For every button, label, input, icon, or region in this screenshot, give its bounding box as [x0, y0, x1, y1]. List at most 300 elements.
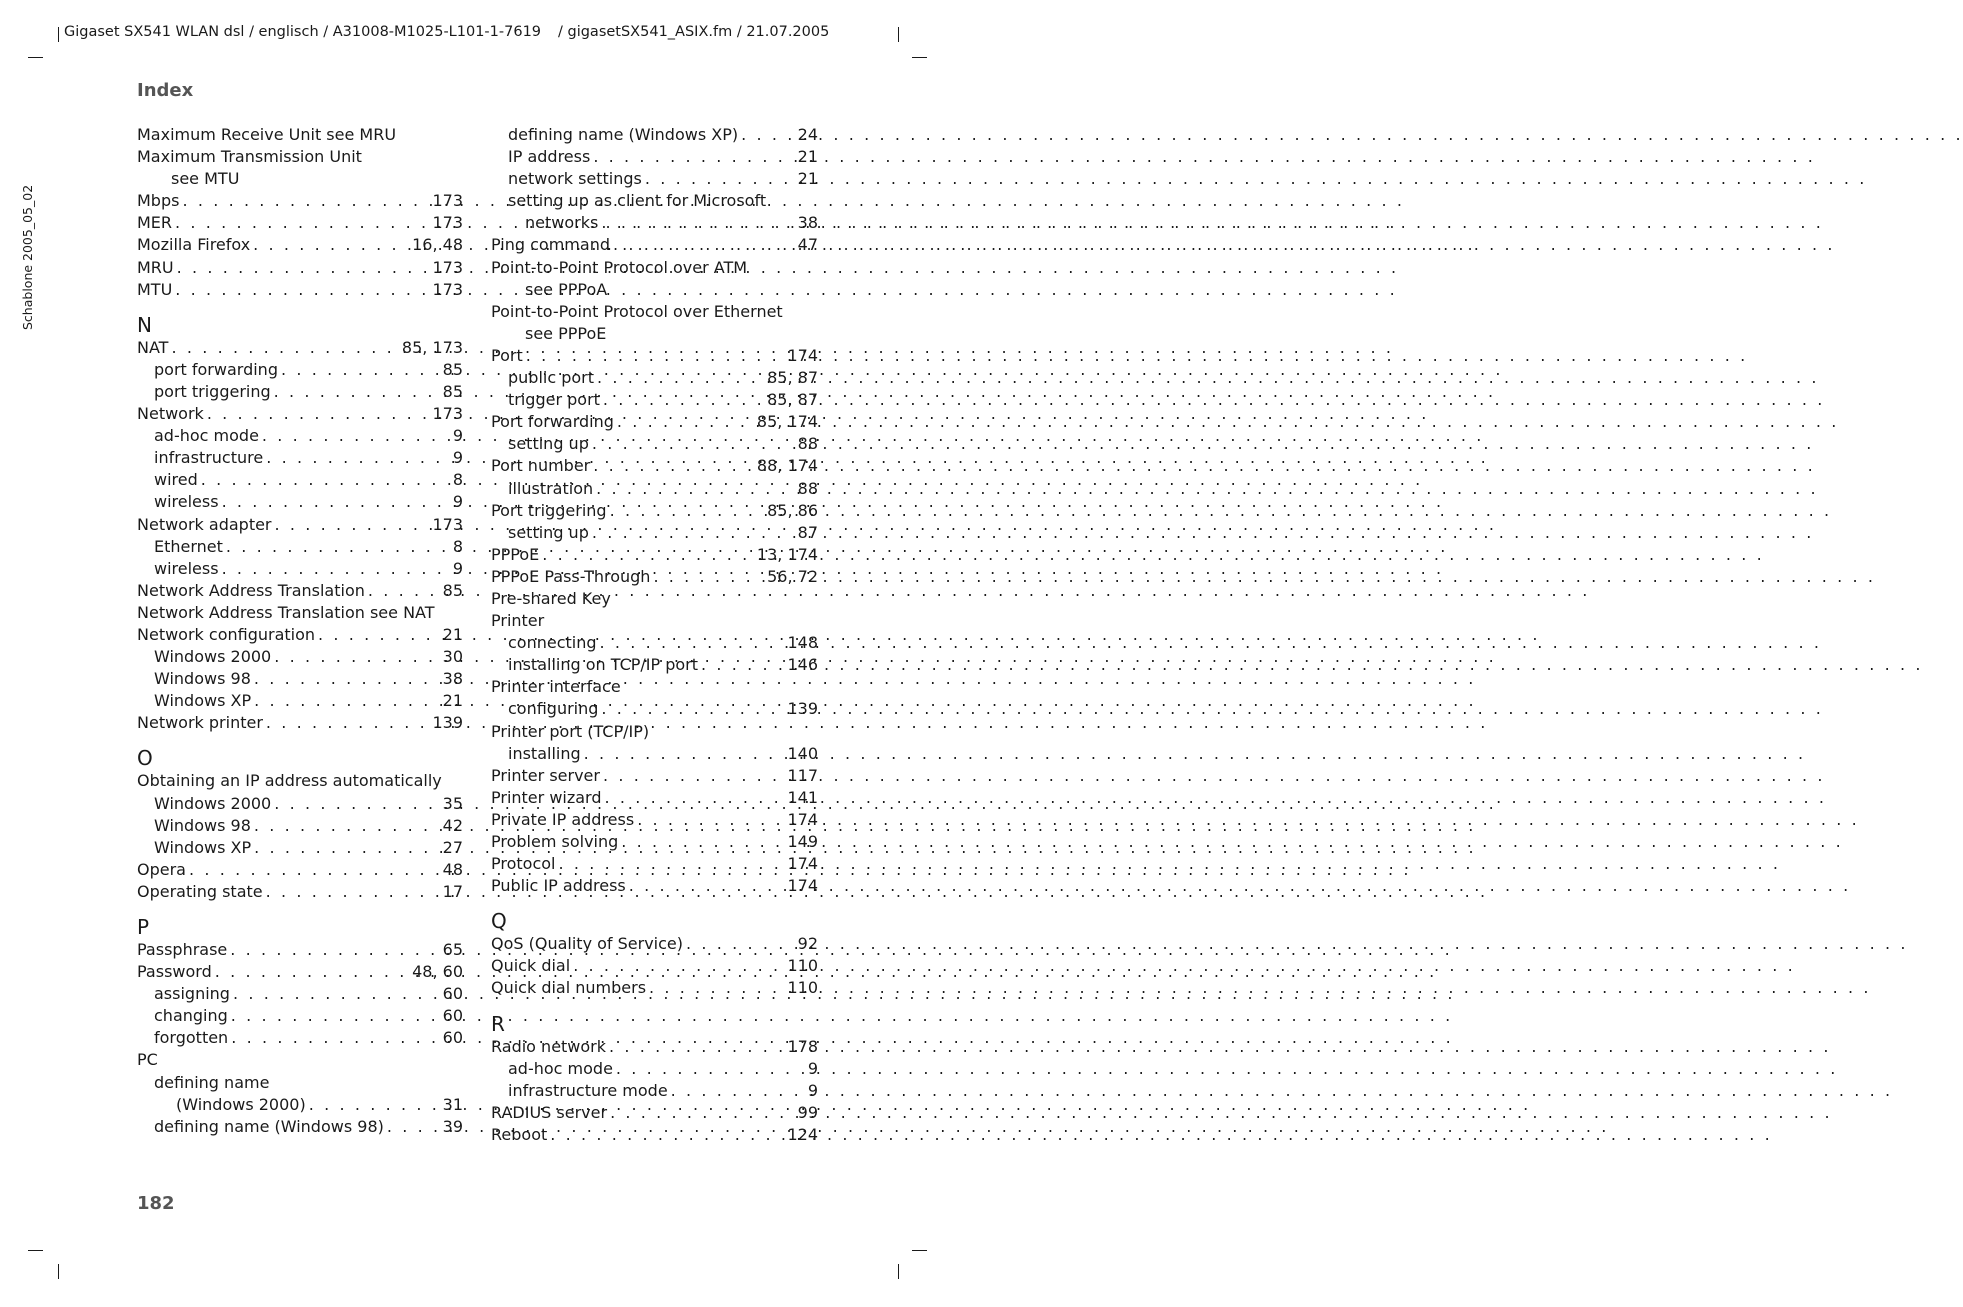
index-entry	[491, 1080, 818, 1102]
index-entry	[491, 257, 818, 279]
page-reference: 85, 87	[767, 390, 818, 410]
page-reference: 139	[787, 699, 818, 719]
index-entry	[137, 168, 463, 190]
dot-leader	[262, 425, 450, 447]
dot-leader	[274, 793, 439, 815]
dot-leader	[274, 381, 440, 403]
page-reference: 47	[797, 235, 818, 255]
page-reference: 141	[787, 787, 818, 807]
index-entry	[137, 1094, 463, 1116]
index-entry	[137, 190, 463, 212]
page-reference: 174	[787, 854, 818, 874]
crop-mark	[912, 57, 927, 58]
index-entry	[137, 580, 463, 602]
index-term: Printer	[491, 611, 545, 631]
index-term: defining name	[154, 1072, 270, 1092]
index-term: NAT	[137, 337, 169, 357]
page-reference: 48	[442, 859, 463, 879]
page-reference: 39	[442, 1116, 463, 1136]
page-reference: 8	[452, 470, 463, 490]
index-entry	[491, 212, 818, 234]
dot-leader	[253, 234, 409, 256]
page-reference: 35	[442, 793, 463, 813]
index-entry	[491, 478, 818, 500]
page-reference: 174	[787, 345, 818, 365]
index-entry	[137, 425, 463, 447]
index-entry	[137, 815, 463, 837]
page-reference: 85, 174	[756, 412, 818, 432]
index-letter: Q	[491, 909, 507, 934]
index-entry	[491, 301, 818, 323]
dot-leader	[558, 853, 784, 875]
index-term: Windows 2000	[154, 647, 272, 667]
index-term: RADIUS server	[491, 1102, 608, 1122]
index-entry	[137, 1072, 463, 1094]
page-reference: 88, 174	[756, 456, 818, 476]
dot-leader	[368, 580, 440, 602]
page-reference: 124	[787, 1124, 818, 1144]
page-reference: 146	[787, 655, 818, 675]
dot-leader	[226, 536, 450, 558]
dot-leader	[254, 837, 440, 859]
dot-leader	[254, 690, 440, 712]
index-term: Obtaining an IP address automatically	[137, 771, 442, 791]
page-reference: 9	[452, 558, 463, 578]
page-reference: 9	[807, 1080, 818, 1100]
index-term: Network Address Translation	[137, 580, 365, 600]
index-entry	[491, 367, 818, 389]
index-term: Point-to-Point Protocol over Ethernet	[491, 301, 783, 321]
dot-leader	[592, 433, 795, 455]
dot-leader	[603, 765, 784, 787]
index-entry	[491, 522, 818, 544]
page-reference: 140	[787, 743, 818, 763]
dot-leader	[605, 787, 785, 809]
index-entry	[491, 743, 818, 765]
index-term: Operating state	[137, 881, 263, 901]
index-letter: R	[491, 1011, 505, 1036]
page-reference: 85	[442, 580, 463, 600]
index-term: Port	[491, 345, 523, 365]
index-term: Passphrase	[137, 940, 228, 959]
dot-leader	[584, 743, 785, 765]
dot-leader	[266, 447, 450, 469]
page-reference: 9	[452, 448, 463, 468]
index-term: Maximum Receive Unit see MRU	[137, 125, 397, 144]
index-entry	[491, 1124, 818, 1146]
page-reference: 38	[797, 213, 818, 233]
index-term: Network configuration	[137, 624, 316, 644]
page-reference: 30	[442, 647, 463, 667]
dot-leader	[266, 712, 430, 734]
page-reference: 42	[442, 815, 463, 835]
dot-leader	[645, 168, 795, 190]
index-entry	[137, 881, 463, 903]
dot-leader	[593, 455, 754, 477]
index-entry	[491, 190, 818, 212]
index-letter: N	[137, 312, 152, 337]
dot-leader	[189, 859, 440, 881]
dot-leader	[649, 977, 784, 999]
index-entry	[137, 837, 463, 859]
dot-leader	[593, 146, 794, 168]
dot-leader	[222, 558, 450, 580]
page-reference: 173	[432, 213, 463, 233]
index-entry	[491, 933, 818, 955]
index-term: port triggering	[154, 381, 271, 401]
dot-leader	[175, 279, 429, 301]
dot-leader	[701, 654, 784, 676]
index-term: Private IP address	[491, 809, 635, 829]
index-term: setting up	[508, 434, 589, 454]
index-entry	[137, 646, 463, 668]
index-term: Printer wizard	[491, 787, 602, 807]
index-term: Network adapter	[137, 514, 272, 534]
index-column-right	[491, 124, 818, 1146]
page-reference: 88	[797, 478, 818, 498]
index-entry	[491, 234, 818, 256]
index-entry	[137, 602, 463, 624]
index-entry	[491, 588, 818, 610]
index-entry	[491, 544, 818, 566]
dot-leader	[616, 1058, 805, 1080]
index-entry	[137, 983, 463, 1005]
index-term: PC	[137, 1050, 158, 1070]
index-term: Printer server	[491, 765, 600, 785]
dot-leader	[201, 469, 450, 491]
index-entry	[491, 1058, 818, 1080]
index-term: connecting	[508, 633, 597, 653]
index-entry	[491, 279, 818, 301]
page-reference: 38	[442, 669, 463, 689]
page-reference: 48, 60	[412, 962, 463, 982]
index-entry	[491, 389, 818, 411]
index-term: networks	[525, 213, 599, 233]
dot-leader	[609, 1036, 784, 1058]
index-entry	[137, 712, 463, 734]
page-reference: 9	[452, 426, 463, 446]
index-entry	[137, 859, 463, 881]
page-reference: 85	[442, 359, 463, 379]
page-reference: 173	[432, 191, 463, 211]
index-entry	[491, 977, 818, 999]
index-term: installing	[508, 743, 581, 763]
index-entry	[491, 875, 818, 897]
page-reference: 117	[787, 765, 818, 785]
page-reference: 60	[442, 1006, 463, 1026]
index-term: Windows XP	[154, 691, 252, 711]
page-reference: 21	[797, 169, 818, 189]
index-entry	[491, 787, 818, 809]
index-entry	[491, 433, 818, 455]
dot-leader	[177, 257, 430, 279]
index-entry	[491, 654, 818, 676]
dot-leader	[592, 522, 795, 544]
index-term: defining name (Windows XP)	[508, 125, 739, 144]
page-reference: 173	[432, 257, 463, 277]
index-entry	[137, 514, 463, 536]
index-term: see PPPoE	[525, 323, 607, 343]
index-term: defining name (Windows 98)	[154, 1116, 384, 1136]
index-entry	[491, 610, 818, 632]
page-reference: 16, 48	[412, 235, 463, 255]
page-reference: 139	[432, 713, 463, 733]
dot-leader	[653, 566, 764, 588]
dot-leader	[600, 632, 785, 654]
index-term: Windows 98	[154, 669, 251, 689]
dot-leader	[254, 668, 440, 690]
index-entry	[137, 1049, 463, 1071]
page-reference: 99	[797, 1102, 818, 1122]
index-entry	[491, 632, 818, 654]
index-letter: O	[137, 746, 153, 771]
crop-mark	[28, 57, 43, 58]
dot-leader	[621, 831, 784, 853]
index-term: Public IP address	[491, 876, 626, 896]
index-entry	[491, 323, 818, 345]
dot-leader	[318, 624, 440, 646]
index-term: trigger port	[508, 390, 600, 410]
index-entry	[491, 345, 818, 367]
index-term: Printer port (TCP/IP)	[491, 721, 650, 741]
index-term: see MTU	[171, 169, 240, 189]
dot-leader	[222, 491, 450, 513]
index-term: network settings	[508, 169, 642, 189]
page-reference: 173	[432, 279, 463, 299]
page-reference: 173	[432, 404, 463, 424]
index-entry	[137, 257, 463, 279]
dot-leader	[613, 234, 795, 256]
page-reference: 85, 86	[767, 500, 818, 520]
crop-mark	[898, 1264, 899, 1279]
index-term: Problem solving	[491, 832, 619, 851]
index-entry	[137, 624, 463, 646]
index-letter-heading	[137, 746, 463, 770]
index-term: Mbps	[137, 191, 180, 211]
index-term: Network printer	[137, 713, 263, 733]
page-reference: 31	[442, 1094, 463, 1114]
index-entry	[137, 1116, 463, 1138]
index-term: Ethernet	[154, 536, 223, 556]
index-entry	[137, 381, 463, 403]
crop-mark	[898, 27, 899, 42]
index-entry	[137, 124, 463, 146]
dot-leader	[617, 411, 754, 433]
page-reference: 110	[787, 978, 818, 998]
page-reference: 178	[787, 1036, 818, 1056]
index-entry	[137, 1027, 463, 1049]
page-reference: 27	[442, 837, 463, 857]
page-reference: 85, 87	[767, 368, 818, 388]
index-term: Port forwarding	[491, 412, 614, 432]
dot-leader	[230, 939, 439, 961]
index-term: wireless	[154, 558, 219, 578]
dot-leader	[274, 646, 439, 668]
index-entry	[491, 676, 818, 698]
page-reference: 174	[787, 876, 818, 896]
dot-leader	[266, 881, 440, 903]
dot-leader	[601, 212, 794, 234]
index-entry	[491, 124, 818, 146]
index-entry	[137, 558, 463, 580]
page-reference: 148	[787, 633, 818, 653]
index-entry	[491, 1102, 818, 1124]
dot-leader	[281, 359, 440, 381]
page-reference: 65	[442, 940, 463, 959]
index-letter-heading	[137, 915, 463, 939]
page-reference: 173	[432, 514, 463, 534]
dot-leader	[175, 212, 429, 234]
index-term: PPPoE	[491, 544, 540, 564]
dot-leader	[182, 190, 429, 212]
index-term: MRU	[137, 257, 174, 277]
crop-mark	[58, 27, 59, 42]
template-label: Schablone 2005_05_02	[20, 184, 35, 330]
index-term: installing on TCP/IP port	[508, 655, 699, 675]
dot-leader	[601, 698, 784, 720]
index-term: Ping command	[491, 235, 610, 255]
index-term: infrastructure mode	[508, 1080, 668, 1100]
index-term: IP address	[508, 147, 591, 167]
index-entry	[137, 690, 463, 712]
index-term: MTU	[137, 279, 173, 299]
index-term: assigning	[154, 984, 230, 1004]
page-reference: 60	[442, 1028, 463, 1048]
page-reference: 13, 174	[756, 544, 818, 564]
dot-leader	[275, 514, 430, 536]
index-entry	[491, 765, 818, 787]
index-term: Windows 98	[154, 815, 251, 835]
index-entry	[491, 698, 818, 720]
index-entry	[137, 536, 463, 558]
page-reference: 21	[797, 147, 818, 167]
index-entry	[491, 168, 818, 190]
index-term: Pre-shared Key	[491, 588, 611, 608]
dot-leader	[231, 1005, 440, 1027]
index-entry	[491, 955, 818, 977]
index-term: ad-hoc mode	[154, 426, 259, 446]
page-reference: 87	[797, 522, 818, 542]
index-term: QoS (Quality of Service)	[491, 934, 684, 954]
index-entry	[491, 853, 818, 875]
page-reference: 17	[442, 881, 463, 901]
index-term: Windows XP	[154, 837, 252, 857]
dot-leader	[254, 815, 440, 837]
dot-leader	[629, 875, 785, 897]
index-entry	[137, 337, 463, 359]
index-entry	[137, 146, 463, 168]
dot-leader	[171, 337, 398, 359]
file-header-right: / gigasetSX541_ASIX.fm / 21.07.2005	[558, 24, 830, 40]
page-reference: 85	[442, 381, 463, 401]
index-letter-heading	[491, 909, 818, 933]
dot-leader	[741, 124, 795, 146]
index-term: see PPPoA	[525, 279, 608, 299]
dot-leader	[550, 1124, 784, 1146]
dot-leader	[597, 367, 764, 389]
index-term: wired	[154, 470, 198, 490]
page-reference: 110	[787, 956, 818, 976]
crop-mark	[28, 1250, 43, 1251]
index-entry	[137, 359, 463, 381]
index-term: wireless	[154, 492, 219, 512]
dot-leader	[637, 809, 784, 831]
dot-leader	[603, 389, 764, 411]
index-term: Reboot	[491, 1124, 548, 1144]
index-term: port forwarding	[154, 359, 278, 379]
dot-leader	[596, 478, 795, 500]
page-reference: 88	[797, 434, 818, 454]
page-number: 182	[137, 1193, 175, 1214]
index-entry	[491, 146, 818, 168]
index-letter-heading	[137, 313, 463, 337]
page-reference: 8	[452, 536, 463, 556]
index-entry	[137, 939, 463, 961]
index-column-left	[137, 124, 463, 1138]
index-term: setting up as client for Microsoft	[508, 191, 767, 211]
index-entry	[137, 961, 463, 983]
dot-leader	[215, 961, 409, 983]
dot-leader	[610, 1102, 795, 1124]
index-term: forgotten	[154, 1028, 229, 1048]
crop-mark	[912, 1250, 927, 1251]
index-term: Port triggering	[491, 500, 607, 520]
index-entry	[491, 566, 818, 588]
dot-leader	[233, 983, 440, 1005]
index-letter: P	[137, 915, 150, 939]
index-term: configuring	[508, 699, 599, 719]
index-term: Port number	[491, 456, 591, 476]
index-term: infrastructure	[154, 448, 264, 468]
crop-mark	[58, 1264, 59, 1279]
index-entry	[137, 279, 463, 301]
index-term: Mozilla Firefox	[137, 235, 251, 255]
page-reference: 85, 173	[401, 337, 463, 357]
dot-leader	[542, 544, 754, 566]
index-term: illustration	[508, 478, 594, 498]
index-entry	[137, 212, 463, 234]
index-term: Quick dial numbers	[491, 978, 647, 998]
index-term: (Windows 2000)	[176, 1094, 306, 1114]
index-term: Opera	[137, 859, 186, 879]
index-term: public port	[508, 368, 595, 388]
page-reference: 60	[442, 984, 463, 1004]
page-reference: 149	[787, 832, 818, 851]
index-term: Password	[137, 962, 212, 982]
index-term: MER	[137, 213, 173, 233]
dot-leader	[309, 1094, 440, 1116]
index-entry	[137, 491, 463, 513]
index-term: Protocol	[491, 854, 556, 874]
index-term: ad-hoc mode	[508, 1058, 613, 1078]
dot-leader	[207, 403, 430, 425]
index-term: Maximum Transmission Unit	[137, 147, 362, 167]
dot-leader	[573, 955, 784, 977]
page-reference: 21	[442, 691, 463, 711]
index-term: Point-to-Point Protocol over ATM	[491, 257, 748, 277]
index-entry	[137, 447, 463, 469]
index-entry	[137, 469, 463, 491]
index-entry	[491, 1036, 818, 1058]
dot-leader	[686, 933, 795, 955]
index-term: setting up	[508, 522, 589, 542]
dot-leader	[610, 500, 765, 522]
index-entry	[491, 411, 818, 433]
index-entry	[137, 770, 463, 792]
page-reference: 174	[787, 809, 818, 829]
index-entry	[137, 403, 463, 425]
page-reference: 21	[442, 624, 463, 644]
